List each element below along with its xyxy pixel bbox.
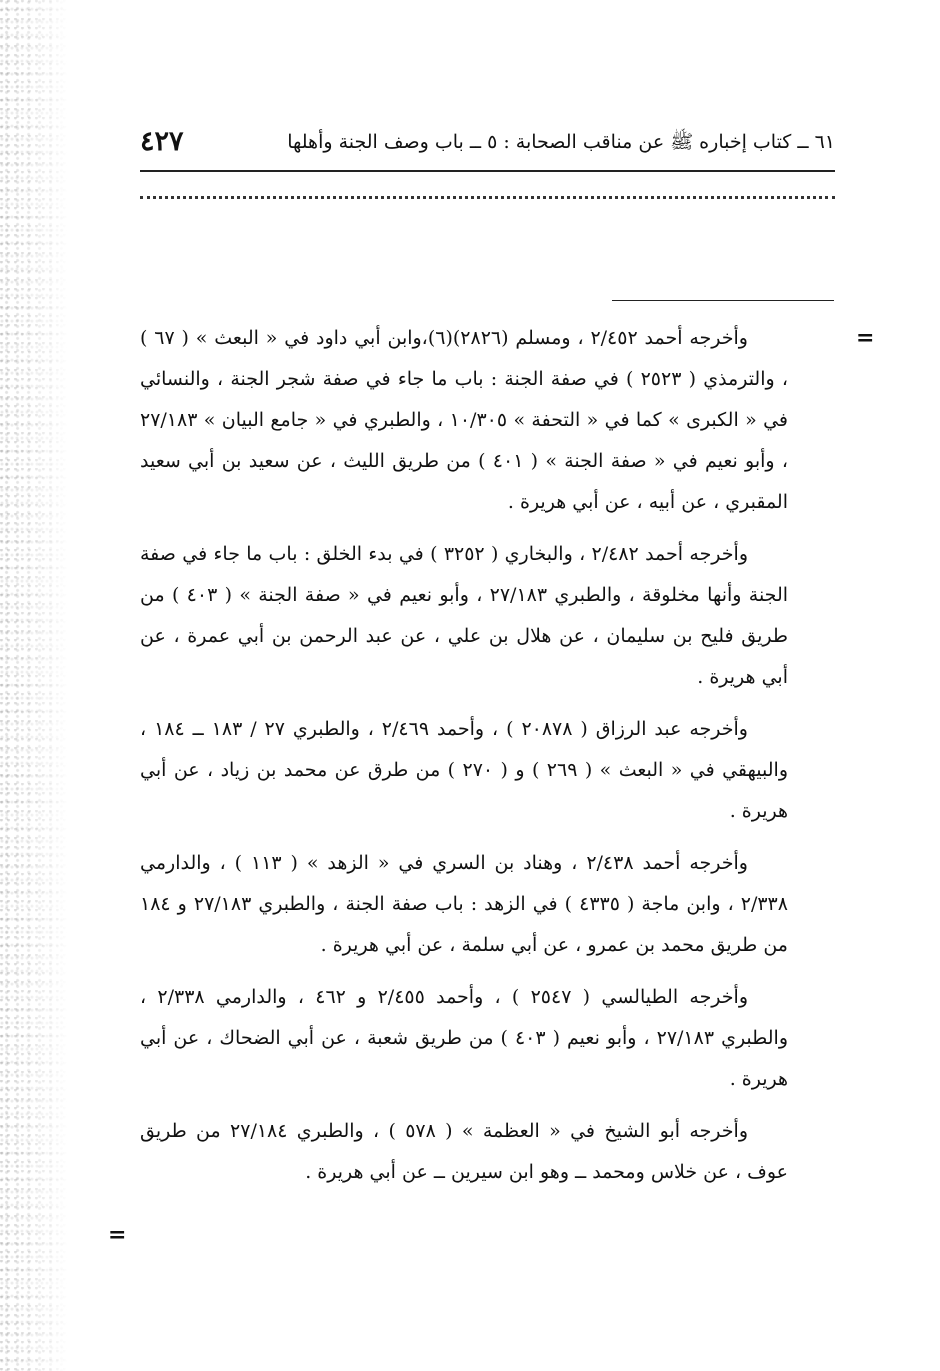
- footnote-paragraph: وأخرجه الطيالسي ( ٢٥٤٧ ) ، وأحمد ٢/٤٥٥ و ٤٦٢ ، والدارمي ٢/٣٣٨ ، والطبري ٢٧/١٨٣ ، وأبو نعيم ( ٤٠٣ ) من طريق شعبة ، عن أبي الضحاك ، عن أبي هريرة .: [140, 986, 788, 1090]
- footnote-paragraph: وأخرجه أحمد ٢/٤٨٢ ، والبخاري ( ٣٢٥٢ ) في بدء الخلق : باب ما جاء في صفة الجنة وأنها مخلوقة ، والطبري ٢٧/١٨٣ ، وأبو نعيم في « صفة الجنة » ( ٤٠٣ ) من طريق فليح بن سليمان ، عن هلال بن علي ، عن عبد الرحمن بن أبي عمرة ، عن أبي هريرة .: [140, 543, 789, 688]
- running-title: ٦١ ــ كتاب إخباره ﷺ عن مناقب الصحابة : ٥ ــ باب وصف الجنة وأهلها: [287, 131, 835, 153]
- footnotes: [140, 318, 788, 1204]
- footnote-paragraph: وأخرجه أبو الشيخ في « العظمة » ( ٥٧٨ ) ، والطبري ٢٧/١٨٤ من طريق عوف ، عن خلاس ومحمد ــ وهو ابن سيرين ــ عن أبي هريرة .: [140, 1120, 788, 1183]
- footnote-paragraph: وأخرجه أحمد ٢/٤٥٢ ، ومسلم (٢٨٢٦)(٦)،وابن أبي داود في « البعث » ( ٦٧ ) ، والترمذي ( ٢٥٢٣ ) في صفة الجنة : باب ما جاء في صفة شجر الجنة ، والنسائي في « الكبرى » كما في « التحفة » ١٠/٣٠٥ ، والطبري في « جامع البيان » ٢٧/١٨٣ ، وأبو نعيم في « صفة الجنة » ( ٤٠١ ) من طريق الليث ، عن سعيد بن أبي سعيد المقبري ، عن أبيه ، عن أبي هريرة .: [140, 327, 788, 513]
- continuation-mark-bottom: =: [108, 1222, 127, 1248]
- page-number: ٤٢٧: [140, 126, 184, 157]
- page-header: [140, 124, 835, 164]
- scan-noise-edge: [0, 0, 70, 1371]
- footnote-paragraph: وأخرجه عبد الرزاق ( ٢٠٨٧٨ ) ، وأحمد ٢/٤٦٩ ، والطبري ٢٧ / ١٨٣ ــ ١٨٤ ، والبيهقي في « البعث » ( ٢٦٩ ) و ( ٢٧٠ ) من طرق عن محمد بن زياد ، عن أبي هريرة .: [140, 718, 789, 822]
- header-rule: [140, 170, 835, 172]
- dotted-separator: [140, 196, 835, 199]
- footnote-paragraph: وأخرجه أحمد ٢/٤٣٨ ، وهناد بن السري في « الزهد » ( ١١٣ ) ، والدارمي ٢/٣٣٨ ، وابن ماجة ( ٤٣٣٥ ) في الزهد : باب صفة الجنة ، والطبري ٢٧/١٨٣ و ١٨٤ من طريق محمد بن عمرو ، عن أبي سلمة ، عن أبي هريرة .: [140, 852, 788, 956]
- continuation-mark-top: =: [856, 325, 875, 351]
- footnote-separator: [612, 300, 834, 301]
